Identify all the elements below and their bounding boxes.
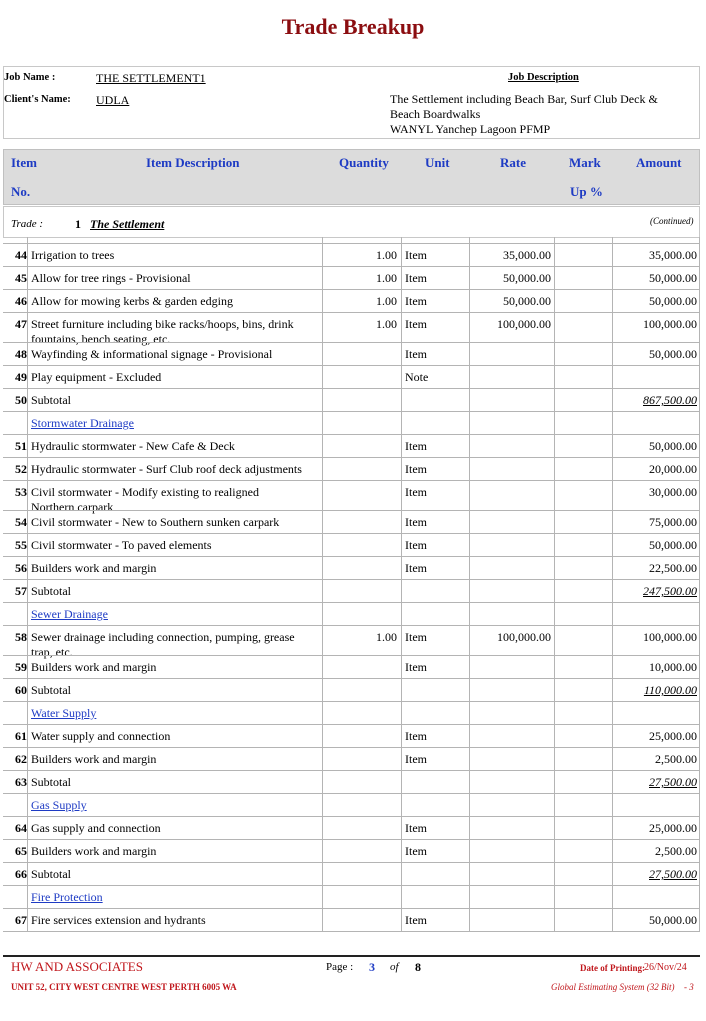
item-description	[31, 248, 321, 263]
item-number: 48	[15, 347, 27, 361]
item-unit: Item	[405, 271, 427, 285]
item-amount: 2,500.00	[655, 752, 697, 766]
item-unit: Item	[405, 752, 427, 766]
description-line: Gas Supply	[31, 798, 87, 812]
description-line: Builders work and margin	[31, 844, 157, 858]
subtotal-row	[3, 579, 700, 603]
description-line: Fire Protection	[31, 890, 103, 904]
item-amount: 100,000.00	[643, 630, 697, 644]
trade-name: The Settlement	[90, 217, 165, 231]
item-unit: Item	[405, 538, 427, 552]
item-amount: 30,000.00	[649, 485, 697, 499]
description-line: Allow for mowing kerbs & garden edging	[31, 294, 233, 308]
table-row	[3, 816, 700, 840]
item-description	[31, 890, 321, 905]
footer-divider	[3, 955, 700, 957]
item-number: 47	[15, 317, 27, 331]
description-line: Hydraulic stormwater - Surf Club roof deck adjustments	[31, 462, 302, 476]
subtotal-row	[3, 388, 700, 412]
item-number: 49	[15, 370, 27, 384]
item-quantity: 1.00	[376, 271, 397, 285]
description-line: trap, etc.	[31, 645, 73, 659]
item-amount: 50,000.00	[649, 538, 697, 552]
item-number: 65	[15, 844, 27, 858]
item-amount: 25,000.00	[649, 821, 697, 835]
table-row	[3, 556, 700, 580]
item-description	[31, 416, 321, 431]
description-line: Water supply and connection	[31, 729, 171, 743]
item-number: 58	[15, 630, 27, 644]
item-unit: Item	[405, 462, 427, 476]
item-description	[31, 844, 321, 859]
item-amount: 25,000.00	[649, 729, 697, 743]
table-row	[3, 289, 700, 313]
date-label: Date of Printing:	[580, 963, 645, 973]
section-row	[3, 885, 700, 909]
description-line: Play equipment - Excluded	[31, 370, 162, 384]
table-row	[3, 839, 700, 863]
page-title: Trade Breakup	[281, 14, 425, 39]
item-quantity: 1.00	[376, 248, 397, 262]
item-rate: 50,000.00	[503, 294, 551, 308]
description-line: Water Supply	[31, 706, 97, 720]
item-unit: Item	[405, 913, 427, 927]
item-unit: Item	[405, 844, 427, 858]
header-mark: Mark	[569, 155, 601, 170]
item-description	[31, 729, 321, 744]
item-description	[31, 607, 321, 622]
item-rate: 50,000.00	[503, 271, 551, 285]
job-name-value: THE SETTLEMENT1	[96, 71, 206, 85]
header-unit: Unit	[425, 155, 450, 170]
item-number: 44	[15, 248, 27, 262]
header-quantity: Quantity	[339, 155, 389, 170]
item-description	[31, 683, 321, 698]
page-number: 3	[369, 960, 375, 974]
description-line: Subtotal	[31, 683, 72, 697]
description-line: Sewer Drainage	[31, 607, 108, 621]
description-line: Stormwater Drainage	[31, 416, 134, 430]
item-unit: Item	[405, 821, 427, 835]
print-date: 26/Nov/24	[644, 962, 687, 973]
client-name-label: Client's Name:	[4, 94, 71, 105]
table-row	[3, 434, 700, 458]
table-row	[3, 533, 700, 557]
section-row	[3, 411, 700, 435]
item-unit: Item	[405, 347, 427, 361]
subtotal-row	[3, 678, 700, 702]
description-line: Sewer drainage including connection, pumping, grease	[31, 630, 295, 644]
item-description	[31, 821, 321, 836]
table-row	[3, 312, 700, 346]
table-row	[3, 908, 700, 932]
table-row	[3, 365, 700, 389]
page-label: Page :	[326, 961, 354, 973]
item-description	[31, 561, 321, 576]
header-no: No.	[11, 184, 31, 199]
section-row	[3, 602, 700, 626]
item-description	[31, 515, 321, 530]
item-quantity: 1.00	[376, 294, 397, 308]
job-description-label: Job Description	[508, 72, 579, 83]
item-amount: 50,000.00	[649, 913, 697, 927]
table-row	[3, 655, 700, 679]
item-number: 67	[15, 913, 27, 927]
description-line: Subtotal	[31, 867, 72, 881]
trade-label: Trade :	[11, 218, 44, 230]
item-rate: 100,000.00	[497, 317, 551, 331]
item-amount: 35,000.00	[649, 248, 697, 262]
item-description	[31, 706, 321, 721]
item-number: 66	[15, 867, 27, 881]
item-description	[31, 584, 321, 599]
company-name: HW AND ASSOCIATES	[11, 959, 143, 974]
subtotal-row	[3, 862, 700, 886]
item-amount: 75,000.00	[649, 515, 697, 529]
item-unit: Item	[405, 485, 427, 499]
description-line: Civil stormwater - Modify existing to realigned	[31, 485, 259, 499]
item-number: 52	[15, 462, 27, 476]
job-description-text	[390, 92, 658, 137]
description-line: Subtotal	[31, 775, 72, 789]
job-info-box	[3, 66, 700, 139]
description-line: Hydraulic stormwater - New Cafe & Deck	[31, 439, 235, 453]
description-line: Builders work and margin	[31, 660, 157, 674]
description-line: Irrigation to trees	[31, 248, 115, 262]
item-description	[31, 294, 321, 309]
subtotal-row	[3, 770, 700, 794]
item-number: 55	[15, 538, 27, 552]
item-unit: Item	[405, 294, 427, 308]
item-number: 63	[15, 775, 27, 789]
job-description-line: The Settlement including Beach Bar, Surf Club Deck &	[390, 92, 658, 106]
item-amount: 2,500.00	[655, 844, 697, 858]
item-amount: 27,500.00	[649, 867, 697, 881]
table-header	[3, 149, 700, 205]
description-line: Street furniture including bike racks/hoops, bins, drink	[31, 317, 294, 331]
item-unit: Item	[405, 729, 427, 743]
table-row	[3, 480, 700, 514]
item-unit: Item	[405, 515, 427, 529]
job-name-label: Job Name :	[4, 72, 56, 83]
item-number: 64	[15, 821, 27, 835]
item-number: 56	[15, 561, 27, 575]
description-line: Gas supply and connection	[31, 821, 161, 835]
item-unit: Item	[405, 248, 427, 262]
item-description	[31, 752, 321, 767]
item-number: 61	[15, 729, 27, 743]
total-pages: 8	[415, 960, 421, 974]
item-description	[31, 439, 321, 454]
item-number: 62	[15, 752, 27, 766]
item-unit: Item	[405, 317, 427, 331]
description-line: Builders work and margin	[31, 752, 157, 766]
item-amount: 100,000.00	[643, 317, 697, 331]
header-description: Item Description	[146, 155, 240, 170]
description-line: Civil stormwater - New to Southern sunken carpark	[31, 515, 280, 529]
client-name-value: UDLA	[96, 93, 130, 107]
item-number: 54	[15, 515, 27, 529]
header-item: Item	[11, 155, 37, 170]
description-line: Fire services extension and hydrants	[31, 913, 206, 927]
description-line: fountains, bench seating, etc.	[31, 332, 171, 346]
table-row	[3, 243, 700, 267]
item-unit: Item	[405, 439, 427, 453]
table-row	[3, 266, 700, 290]
header-rate: Rate	[500, 155, 526, 170]
item-number: 50	[15, 393, 27, 407]
table-row	[3, 457, 700, 481]
table-row	[3, 724, 700, 748]
item-description	[31, 347, 321, 362]
item-description	[31, 775, 321, 790]
description-line: Subtotal	[31, 584, 72, 598]
description-line: Northern carpark	[31, 500, 114, 514]
description-line: Wayfinding & informational signage - Provisional	[31, 347, 273, 361]
item-amount: 50,000.00	[649, 294, 697, 308]
item-amount: 27,500.00	[649, 775, 697, 789]
item-description	[31, 393, 321, 408]
item-description	[31, 538, 321, 553]
item-number: 45	[15, 271, 27, 285]
item-unit: Item	[405, 630, 427, 644]
item-description	[31, 798, 321, 813]
item-unit: Item	[405, 561, 427, 575]
table-bottom-border	[3, 931, 700, 932]
item-rate: 35,000.00	[503, 248, 551, 262]
header-amount: Amount	[636, 155, 682, 170]
page-of: of	[390, 961, 399, 973]
item-amount: 867,500.00	[643, 393, 697, 407]
item-number: 46	[15, 294, 27, 308]
table-row	[3, 747, 700, 771]
item-number: 60	[15, 683, 27, 697]
item-rate: 100,000.00	[497, 630, 551, 644]
description-line: Civil stormwater - To paved elements	[31, 538, 212, 552]
system-name: Global Estimating System (32 Bit)	[551, 982, 675, 992]
job-description-line: Beach Boardwalks	[390, 107, 481, 121]
item-description	[31, 271, 321, 286]
job-description-line: WANYL Yanchep Lagoon PFMP	[390, 122, 551, 136]
item-description	[31, 913, 321, 928]
header-up: Up %	[570, 184, 603, 199]
item-description	[31, 462, 321, 477]
page-suffix: - 3	[684, 982, 694, 992]
item-amount: 247,500.00	[643, 584, 697, 598]
item-description	[31, 660, 321, 675]
item-number: 57	[15, 584, 27, 598]
item-description	[31, 867, 321, 882]
table-row	[3, 625, 700, 659]
item-amount: 110,000.00	[643, 683, 697, 697]
item-number: 59	[15, 660, 27, 674]
item-unit: Note	[405, 370, 429, 384]
item-amount: 22,500.00	[649, 561, 697, 575]
description-line: Subtotal	[31, 393, 72, 407]
description-line: Allow for tree rings - Provisional	[31, 271, 191, 285]
trade-number: 1	[75, 217, 81, 231]
section-row	[3, 793, 700, 817]
table-row	[3, 342, 700, 366]
item-quantity: 1.00	[376, 317, 397, 331]
item-number: 53	[15, 485, 27, 499]
item-description	[31, 370, 321, 385]
item-amount: 10,000.00	[649, 660, 697, 674]
items-table	[3, 237, 700, 931]
item-quantity: 1.00	[376, 630, 397, 644]
item-amount: 50,000.00	[649, 439, 697, 453]
trade-row	[3, 206, 700, 238]
company-address: UNIT 52, CITY WEST CENTRE WEST PERTH 6005 WA	[11, 982, 237, 992]
item-amount: 50,000.00	[649, 347, 697, 361]
table-row	[3, 510, 700, 534]
continued-note: (Continued)	[650, 216, 694, 226]
item-unit: Item	[405, 660, 427, 674]
item-number: 51	[15, 439, 27, 453]
description-line: Builders work and margin	[31, 561, 157, 575]
item-amount: 20,000.00	[649, 462, 697, 476]
item-amount: 50,000.00	[649, 271, 697, 285]
section-row	[3, 701, 700, 725]
